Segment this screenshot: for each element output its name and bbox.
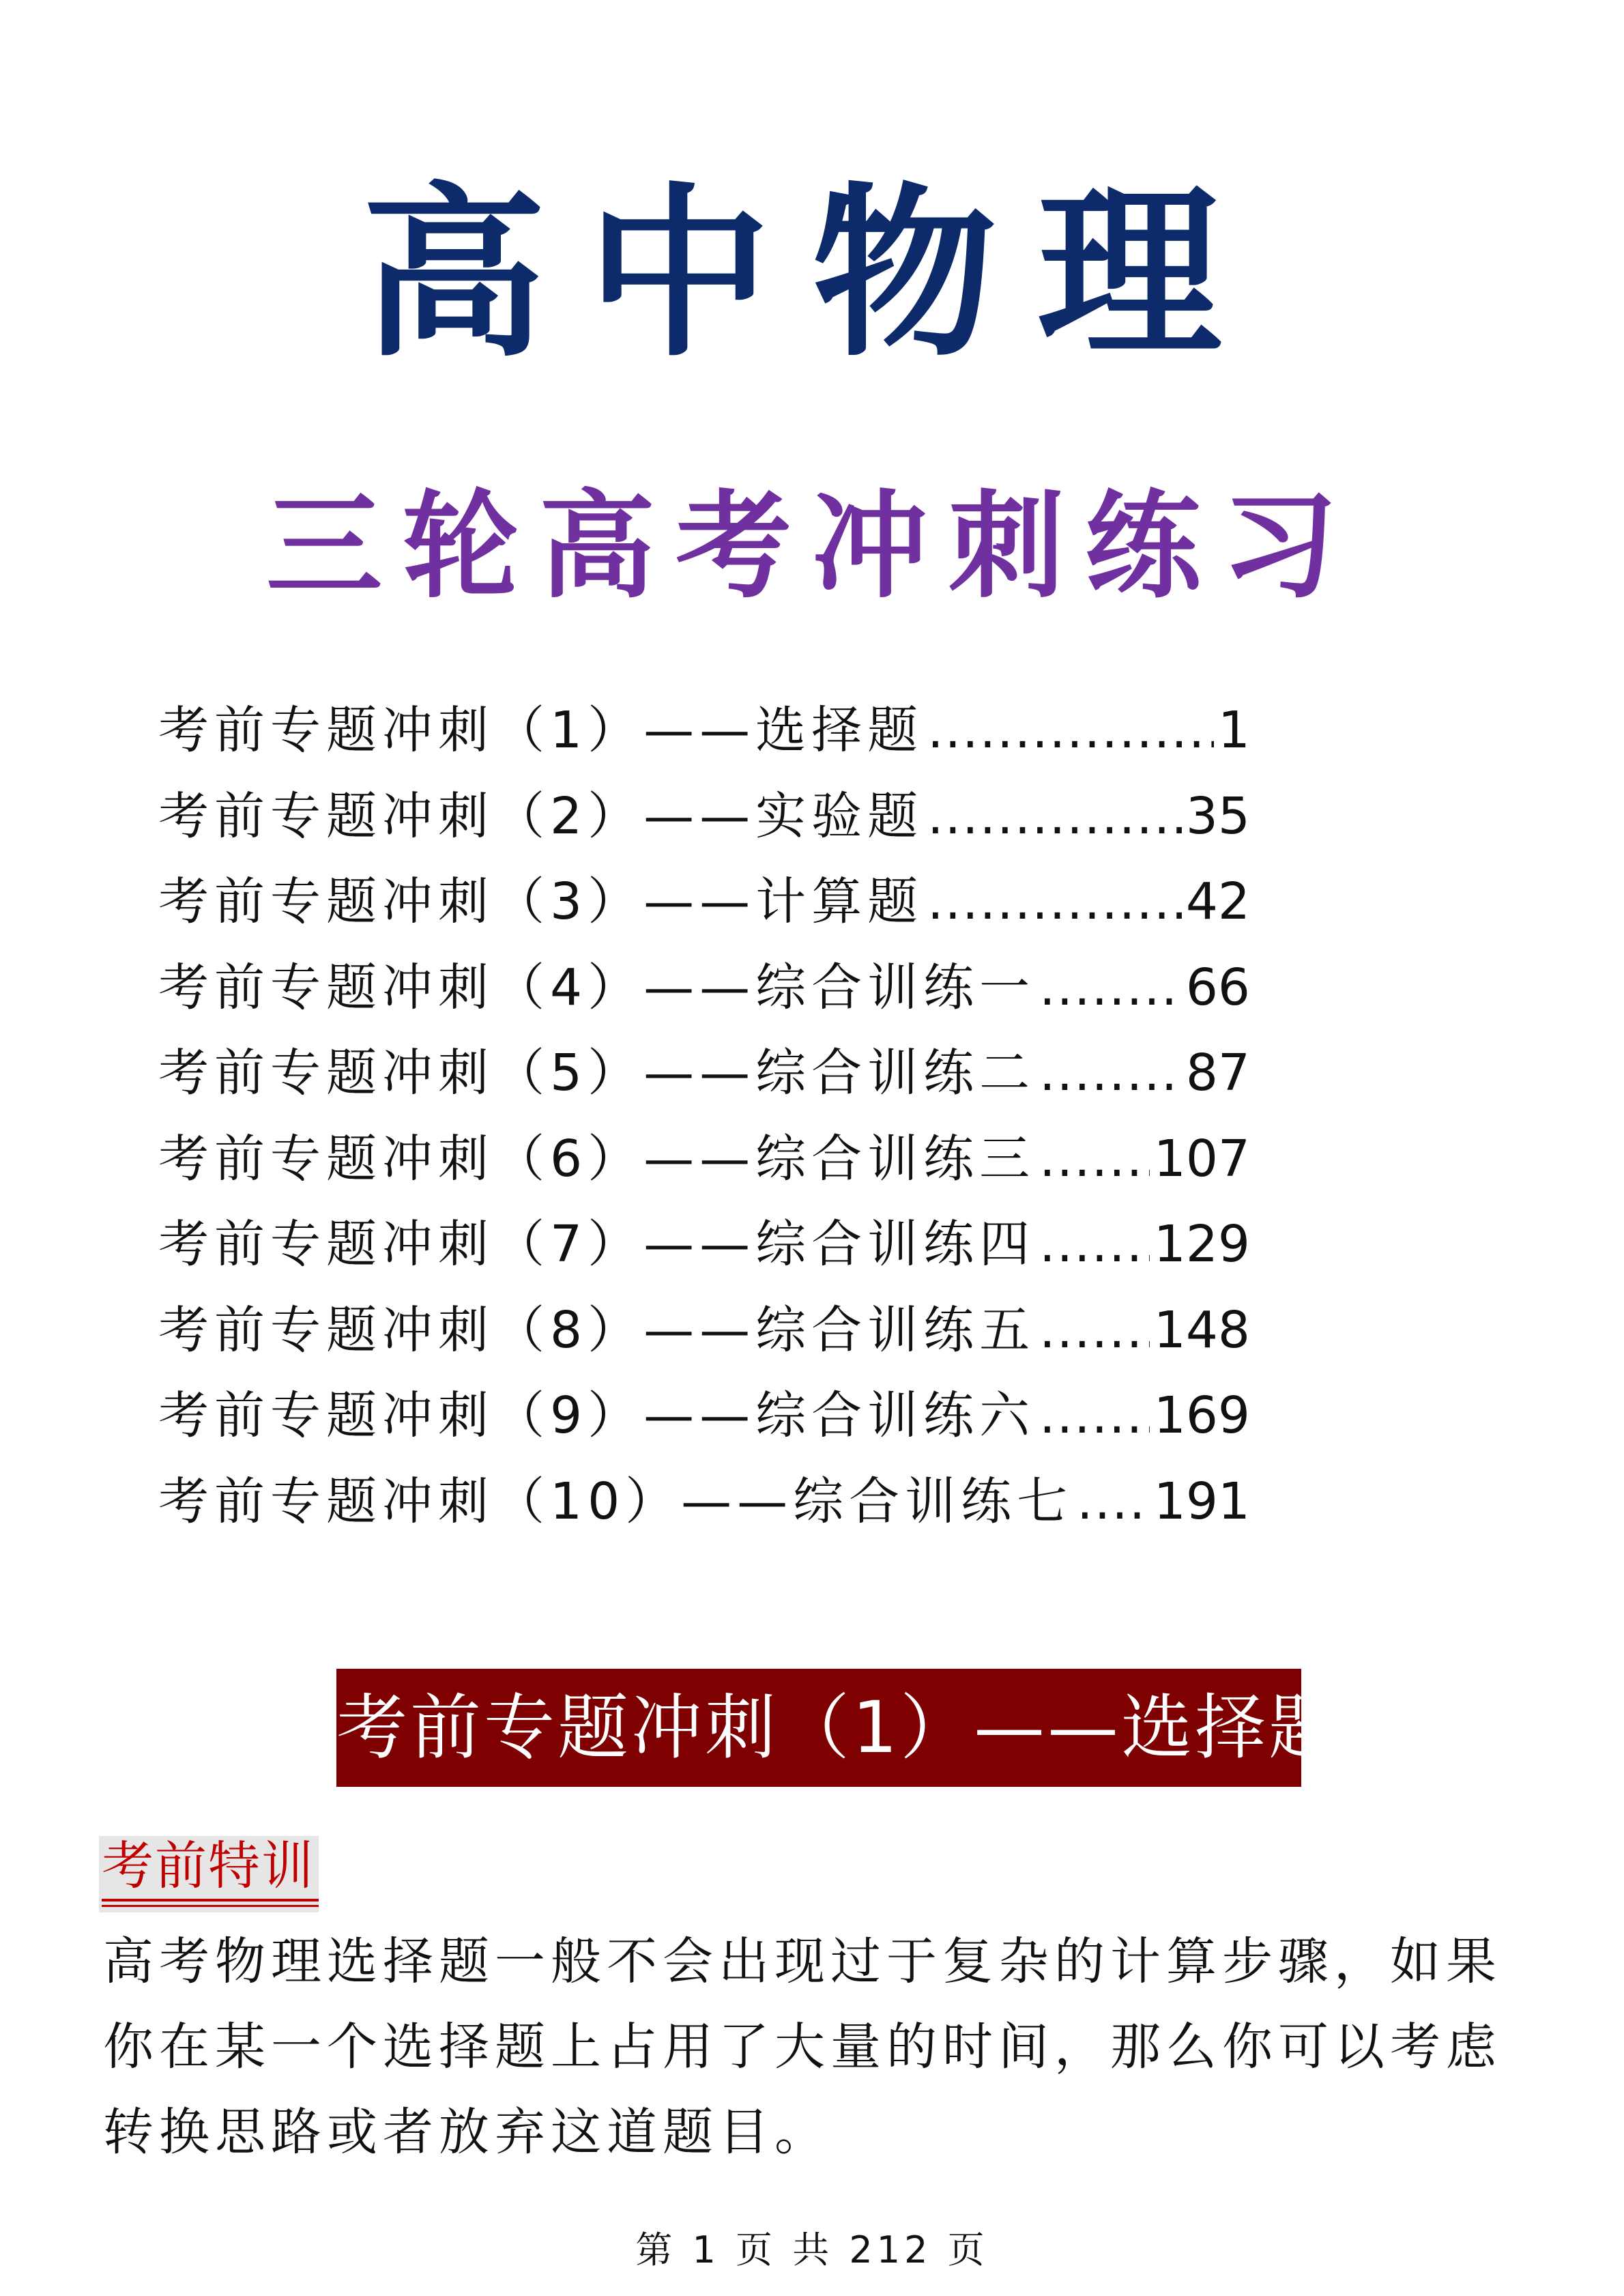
toc-leader-dots: [1039, 1381, 1150, 1450]
toc-label: 考前专题冲刺（9）——综合训练六: [158, 1386, 1036, 1445]
document-title: 高中物理: [362, 164, 1262, 382]
toc-leader-dots: [927, 867, 1182, 936]
toc-page-number: 148: [1153, 1300, 1250, 1360]
toc-leader-dots: [927, 782, 1182, 850]
toc-entry[interactable]: [158, 953, 1250, 1039]
toc-leader-dots: [1039, 1296, 1150, 1364]
toc-entry[interactable]: [158, 696, 1250, 782]
toc-entry[interactable]: [158, 1381, 1250, 1467]
toc-label: 考前专题冲刺（6）——综合训练三: [158, 1129, 1036, 1188]
toc-entry[interactable]: [158, 1467, 1250, 1553]
toc-page-number: 66: [1185, 958, 1250, 1017]
toc-leader-dots: [1039, 1125, 1150, 1193]
toc-page-number: 169: [1153, 1386, 1250, 1445]
toc-leader-dots: [1039, 1039, 1182, 1107]
toc-leader-dots: [1039, 953, 1182, 1022]
section-heading-banner: 考前专题冲刺（1）——选择题: [336, 1669, 1301, 1787]
toc-label: 考前专题冲刺（1）——选择题: [158, 701, 924, 760]
toc-entry[interactable]: [158, 782, 1250, 868]
section-tag: [99, 1836, 319, 1912]
toc-entry[interactable]: [158, 1210, 1250, 1296]
toc-label: 考前专题冲刺（10）——综合训练七: [158, 1472, 1073, 1531]
toc-page-number: 191: [1153, 1472, 1250, 1531]
toc-label: 考前专题冲刺（8）——综合训练五: [158, 1300, 1036, 1360]
page-footer: 第 1 页 共 212 页: [635, 2228, 989, 2271]
toc-page-number: 42: [1185, 872, 1250, 931]
toc-entry[interactable]: [158, 1039, 1250, 1125]
toc-label: 考前专题冲刺（7）——综合训练四: [158, 1215, 1036, 1274]
document-subtitle: 三轮高考冲刺练习: [265, 478, 1358, 614]
toc-entry[interactable]: [158, 867, 1250, 953]
toc-label: 考前专题冲刺（2）——实验题: [158, 786, 924, 846]
toc-label: 考前专题冲刺（3）——计算题: [158, 872, 924, 931]
toc-entry[interactable]: [158, 1125, 1250, 1211]
toc-label: 考前专题冲刺（5）——综合训练二: [158, 1044, 1036, 1102]
toc-leader-dots: [1039, 1210, 1150, 1278]
toc-entry[interactable]: [158, 1296, 1250, 1382]
body-paragraph: 高考物理选择题一般不会出现过于复杂的计算步骤，如果你在某一个选择题上占用了大量的时间，那么你可以考虑转换思路或者放弃这道题目。: [103, 1932, 1502, 2162]
section-tag-label: 考前特训: [102, 1835, 315, 1896]
toc-page-number: 87: [1185, 1044, 1250, 1102]
toc-page-number: 35: [1185, 786, 1250, 846]
toc-label: 考前专题冲刺（4）——综合训练一: [158, 958, 1036, 1017]
toc-page-number: 1: [1217, 701, 1250, 760]
table-of-contents: [158, 696, 1250, 1553]
toc-leader-dots: [927, 696, 1214, 764]
toc-leader-dots: [1077, 1467, 1150, 1536]
toc-page-number: 107: [1153, 1129, 1250, 1188]
tag-underline: [102, 1905, 319, 1907]
tag-underline: [102, 1899, 319, 1902]
toc-page-number: 129: [1153, 1215, 1250, 1274]
